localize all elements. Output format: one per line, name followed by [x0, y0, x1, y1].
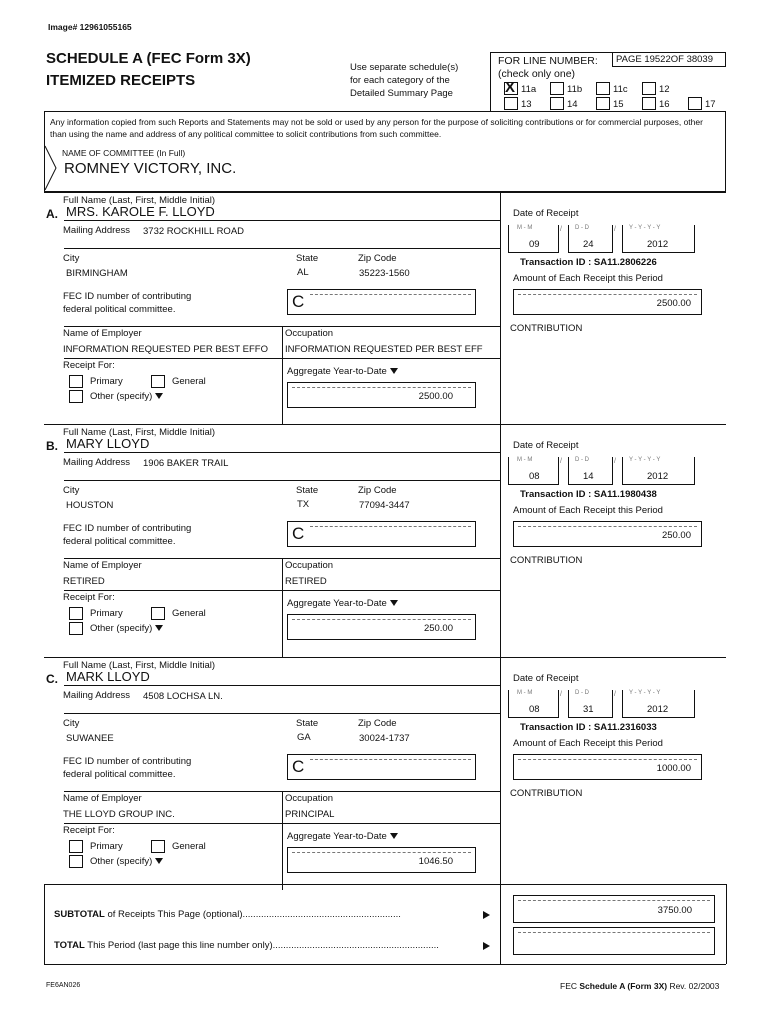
line-15-checkbox[interactable] [596, 97, 610, 110]
for-line-number-label: FOR LINE NUMBER: [498, 55, 598, 67]
mailing-address-label: Mailing Address [63, 225, 131, 236]
city-label: City [63, 485, 80, 496]
fec-id-field[interactable] [287, 289, 476, 315]
line-13-checkbox[interactable] [504, 97, 518, 110]
form-title: SCHEDULE A (FEC Form 3X) [46, 50, 251, 67]
line-label: 11b [567, 84, 583, 95]
amount-value: 250.00 [661, 530, 691, 541]
zip-label: Zip Code [358, 718, 397, 729]
fec-id-prefix: C [292, 757, 305, 776]
line-11a-checkbox[interactable] [504, 79, 518, 96]
occupation-label: Occupation [285, 560, 334, 571]
form-code: FE6AN026 [46, 982, 81, 989]
state[interactable]: GA [297, 732, 311, 743]
contributor-name[interactable]: MARY LLOYD [66, 436, 150, 451]
aggregate-field[interactable] [287, 847, 476, 873]
state[interactable]: TX [297, 499, 310, 510]
primary-label: Primary [90, 608, 123, 619]
city[interactable]: SUWANEE [66, 733, 114, 744]
form-identifier: FEC Schedule A (Form 3X) Rev. 02/2003 [560, 981, 720, 991]
receipt-entry: Full Name (Last, First, Middle Initial) B. MARY LLOYD Mailing Address 1906 BAKER TRAIL City State Zip Code HOUSTON TX 77094-3447 FEC ID number of contributing federal political committee. C Name of Employer Occupation RETIRED RETIRED Receipt For: Primary General Other (specify) Aggregate Year-to-Date 250.00 Date of Receipt M - M 08 / D - D 14 / Y - Y - Y - Y 2012 Transaction ID : SA11.1980438 Amount of Each Receipt this Period 250.00 CONTRIBUTION [0, 424, 770, 657]
employer-label: Name of Employer [63, 560, 142, 571]
entry-letter: C. [46, 672, 58, 686]
day-field[interactable]: D - D 24 [568, 225, 613, 253]
general-label: General [172, 376, 206, 387]
line-label: 14 [567, 99, 578, 110]
line-label: 12 [659, 84, 670, 95]
other-specify-label[interactable]: Other (specify) [90, 391, 163, 402]
separate-note-3: Detailed Summary Page [350, 88, 453, 99]
general-label: General [172, 608, 206, 619]
other-checkbox[interactable] [69, 622, 83, 635]
separate-note-2: for each category of the [350, 75, 450, 86]
other-specify-label[interactable]: Other (specify) [90, 856, 163, 867]
occupation[interactable]: RETIRED [285, 576, 327, 587]
zip-code[interactable]: 35223-1560 [359, 268, 410, 279]
month-field[interactable]: M - M 08 [508, 457, 559, 485]
employer[interactable]: RETIRED [63, 576, 105, 587]
aggregate-label: Aggregate Year-to-Date [287, 831, 398, 842]
notice-text: Any information copied from such Reports and Statements may not be sold or used by any person for the purpose of soliciting contributions or for commercial purposes, other than using the name and address of any political committee to solicit contributions from such committee. [50, 117, 703, 139]
full-name-label: Full Name (Last, First, Middle Initial) [63, 427, 216, 438]
full-name-label: Full Name (Last, First, Middle Initial) [63, 195, 216, 206]
mailing-address[interactable]: 4508 LOCHSA LN. [143, 691, 223, 702]
mailing-address-label: Mailing Address [63, 457, 131, 468]
line-12-checkbox[interactable] [642, 82, 656, 95]
aggregate-field[interactable] [287, 614, 476, 640]
dropdown-arrow-icon [155, 625, 163, 631]
line-17-checkbox[interactable] [688, 97, 702, 110]
receipt-entry: Full Name (Last, First, Middle Initial) A. MRS. KAROLE F. LLOYD Mailing Address 3732 ROCKHILL ROAD City State Zip Code BIRMINGHAM AL 35223-1560 FEC ID number of contributing federal political committee. C Name of Employer Occupation INFORMATION REQUESTED PER BEST EFFO INFORMATION REQUESTED PER BEST EFF Receipt For: Primary General Other (specify) Aggregate Year-to-Date 2500.00 Date of Receipt M - M 09 / D - D 24 / Y - Y - Y - Y 2012 Transaction ID : SA11.2806226 Amount of Each Receipt this Period 2500.00 CONTRIBUTION [0, 192, 770, 425]
aggregate-label: Aggregate Year-to-Date [287, 598, 398, 609]
primary-checkbox[interactable] [69, 607, 83, 620]
full-name-label: Full Name (Last, First, Middle Initial) [63, 660, 216, 671]
chevron-right-icon [44, 145, 58, 191]
line-label: 16 [659, 99, 670, 110]
employer[interactable]: INFORMATION REQUESTED PER BEST EFFO [63, 344, 268, 355]
arrow-right-icon [483, 942, 490, 950]
month-field[interactable]: M - M 08 [508, 690, 559, 718]
receipt-entry: Full Name (Last, First, Middle Initial) C. MARK LLOYD Mailing Address 4508 LOCHSA LN. City State Zip Code SUWANEE GA 30024-1737 FEC ID number of contributing federal political committee. C Name of Employer Occupation THE LLOYD GROUP INC. PRINCIPAL Receipt For: Primary General Other (specify) Aggregate Year-to-Date 1046.50 Date of Receipt M - M 08 / D - D 31 / Y - Y - Y - Y 2012 Transaction ID : SA11.2316033 Amount of Each Receipt this Period 1000.00 CONTRIBUTION [0, 657, 770, 890]
receipt-category: CONTRIBUTION [510, 555, 583, 566]
year-field[interactable]: Y - Y - Y - Y 2012 [622, 690, 695, 718]
general-checkbox[interactable] [151, 375, 165, 388]
fec-id-label-1: FEC ID number of contributing [63, 523, 192, 534]
transaction-id: Transaction ID : SA11.2806226 [520, 257, 657, 268]
zip-label: Zip Code [358, 253, 397, 264]
total-label: TOTAL This Period (last page this line number only)............................................................... [54, 940, 439, 951]
aggregate-value: 1046.50 [418, 856, 453, 867]
primary-label: Primary [90, 376, 123, 387]
other-checkbox[interactable] [69, 390, 83, 403]
amount-value: 2500.00 [656, 298, 691, 309]
receipt-for-label: Receipt For: [63, 825, 115, 836]
transaction-id: Transaction ID : SA11.2316033 [520, 722, 657, 733]
city-label: City [63, 718, 80, 729]
other-checkbox[interactable] [69, 855, 83, 868]
amount-field[interactable] [513, 289, 702, 315]
receipt-category: CONTRIBUTION [510, 788, 583, 799]
aggregate-field[interactable] [287, 382, 476, 408]
triangle-down-icon [390, 368, 398, 374]
receipt-for-label: Receipt For: [63, 592, 115, 603]
amount-field[interactable] [513, 521, 702, 547]
fec-id-label-2: federal political committee. [63, 304, 176, 315]
committee-label: NAME OF COMMITTEE (In Full) [62, 148, 186, 158]
day-field[interactable]: D - D 31 [568, 690, 613, 718]
general-checkbox[interactable] [151, 607, 165, 620]
amount-value: 1000.00 [656, 763, 691, 774]
year-field[interactable]: Y - Y - Y - Y 2012 [622, 225, 695, 253]
fec-id-label-1: FEC ID number of contributing [63, 756, 192, 767]
aggregate-value: 2500.00 [418, 391, 453, 402]
state-label: State [296, 718, 319, 729]
aggregate-label: Aggregate Year-to-Date [287, 366, 398, 377]
fec-id-label-2: federal political committee. [63, 536, 176, 547]
entry-letter: A. [46, 207, 58, 221]
state[interactable]: AL [297, 267, 309, 278]
line-label: 11c [613, 84, 628, 95]
primary-checkbox[interactable] [69, 375, 83, 388]
amount-field[interactable] [513, 754, 702, 780]
checked-mark: X [505, 79, 516, 96]
receipt-month: 09 [529, 239, 540, 250]
occupation[interactable]: PRINCIPAL [285, 809, 335, 820]
receipt-year: 2012 [647, 704, 669, 715]
dropdown-arrow-icon [155, 393, 163, 399]
receipt-category: CONTRIBUTION [510, 323, 583, 334]
amount-label: Amount of Each Receipt this Period [513, 273, 663, 284]
line-label: 17 [705, 99, 716, 110]
receipt-year: 2012 [647, 239, 669, 250]
amount-label: Amount of Each Receipt this Period [513, 738, 663, 749]
receipt-day: 24 [583, 239, 594, 250]
transaction-id: Transaction ID : SA11.1980438 [520, 489, 657, 500]
fec-id-field[interactable] [287, 754, 476, 780]
occupation-label: Occupation [285, 793, 334, 804]
general-label: General [172, 841, 206, 852]
other-specify-label[interactable]: Other (specify) [90, 623, 163, 634]
line-16-checkbox[interactable] [642, 97, 656, 110]
line-label: 13 [521, 99, 532, 110]
contributor-name[interactable]: MRS. KAROLE F. LLOYD [66, 204, 215, 219]
day-field[interactable]: D - D 14 [568, 457, 613, 485]
receipt-month: 08 [529, 471, 540, 482]
city[interactable]: HOUSTON [66, 500, 114, 511]
line-11c-checkbox[interactable] [596, 82, 610, 95]
mailing-address[interactable]: 3732 ROCKHILL ROAD [143, 226, 245, 237]
entry-letter: B. [46, 439, 58, 453]
occupation-label: Occupation [285, 328, 334, 339]
date-of-receipt-label: Date of Receipt [513, 208, 579, 219]
committee-name: ROMNEY VICTORY, INC. [64, 160, 237, 177]
triangle-down-icon [390, 600, 398, 606]
fec-id-field[interactable] [287, 521, 476, 547]
line-label: 11a [521, 84, 537, 95]
month-field[interactable]: M - M 09 [508, 225, 559, 253]
separate-note-1: Use separate schedule(s) [350, 62, 459, 73]
total-field[interactable] [513, 927, 715, 955]
form-subtitle: ITEMIZED RECEIPTS [46, 72, 196, 89]
employer-label: Name of Employer [63, 328, 142, 339]
subtotal-value: 3750.00 [657, 905, 692, 916]
check-only-one: (check only one) [498, 68, 576, 80]
fec-id-prefix: C [292, 524, 305, 543]
line-11b-checkbox[interactable] [550, 82, 564, 95]
amount-label: Amount of Each Receipt this Period [513, 505, 663, 516]
fec-id-label-2: federal political committee. [63, 769, 176, 780]
receipt-day: 31 [583, 704, 594, 715]
zip-code[interactable]: 30024-1737 [359, 733, 410, 744]
general-checkbox[interactable] [151, 840, 165, 853]
line-label: 15 [613, 99, 624, 110]
fec-id-label-1: FEC ID number of contributing [63, 291, 192, 302]
mailing-address[interactable]: 1906 BAKER TRAIL [143, 458, 229, 469]
state-label: State [296, 485, 319, 496]
occupation[interactable]: INFORMATION REQUESTED PER BEST EFF [285, 344, 483, 355]
city-label: City [63, 253, 80, 264]
image-number: Image# 12961055165 [48, 22, 132, 32]
arrow-right-icon [483, 911, 490, 919]
city[interactable]: BIRMINGHAM [66, 268, 128, 279]
subtotal-label: SUBTOTAL of Receipts This Page (optional)............................................................ [54, 909, 401, 920]
state-label: State [296, 253, 319, 264]
page-number: PAGE 19522OF 38039 [612, 52, 726, 67]
fec-id-prefix: C [292, 292, 305, 311]
receipt-day: 14 [583, 471, 594, 482]
receipt-for-label: Receipt For: [63, 360, 115, 371]
aggregate-value: 250.00 [423, 623, 453, 634]
employer-label: Name of Employer [63, 793, 142, 804]
zip-label: Zip Code [358, 485, 397, 496]
zip-code[interactable]: 77094-3447 [359, 500, 410, 511]
line-14-checkbox[interactable] [550, 97, 564, 110]
date-of-receipt-label: Date of Receipt [513, 673, 579, 684]
year-field[interactable]: Y - Y - Y - Y 2012 [622, 457, 695, 485]
mailing-address-label: Mailing Address [63, 690, 131, 701]
dropdown-arrow-icon [155, 858, 163, 864]
triangle-down-icon [390, 833, 398, 839]
subtotal-field[interactable] [513, 895, 715, 923]
receipt-month: 08 [529, 704, 540, 715]
primary-checkbox[interactable] [69, 840, 83, 853]
primary-label: Primary [90, 841, 123, 852]
date-of-receipt-label: Date of Receipt [513, 440, 579, 451]
receipt-year: 2012 [647, 471, 669, 482]
employer[interactable]: THE LLOYD GROUP INC. [63, 809, 175, 820]
contributor-name[interactable]: MARK LLOYD [66, 669, 150, 684]
